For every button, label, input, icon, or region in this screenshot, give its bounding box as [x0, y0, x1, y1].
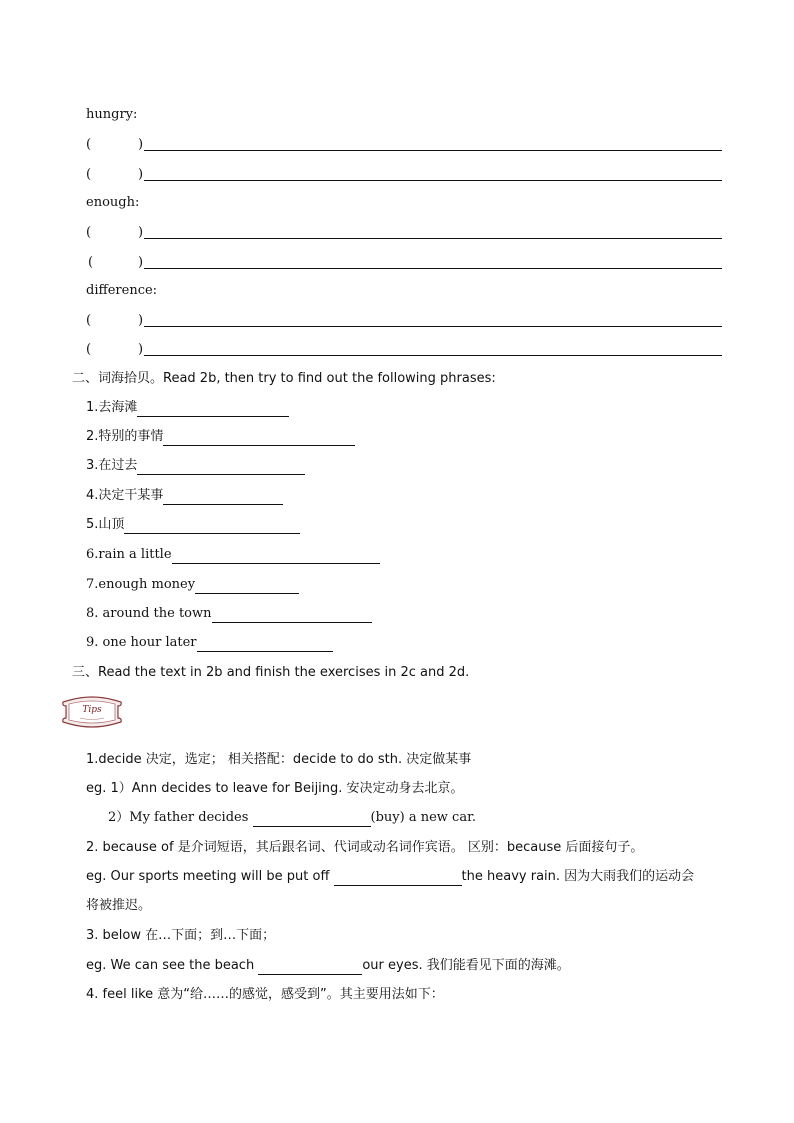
answer-line[interactable] — [144, 238, 722, 239]
section2-heading: 二、词海拾贝。Read 2b, then try to find out the following phrases: — [72, 371, 496, 386]
phrase-item — [86, 576, 299, 594]
phrase-item — [86, 516, 300, 534]
paren-open: ( — [86, 313, 92, 328]
answer-blank[interactable] — [212, 608, 372, 623]
answer-line[interactable] — [144, 355, 722, 356]
phrase-item — [86, 634, 333, 652]
phrase-item — [86, 457, 305, 475]
example-text: our eyes. 我们能看见下面的海滩。 — [362, 958, 570, 973]
example-text: (buy) a new car. — [370, 810, 477, 825]
answer-row — [86, 313, 722, 331]
answer-blank[interactable] — [197, 637, 333, 652]
phrase-label: 3.在过去 — [86, 458, 138, 473]
answer-line[interactable] — [144, 150, 722, 151]
example-text: eg. We can see the beach — [86, 958, 259, 973]
paren-open: ( — [86, 225, 92, 240]
phrase-label: 2.特别的事情 — [86, 429, 164, 444]
answer-blank[interactable] — [258, 960, 362, 975]
paren-close: ) — [138, 255, 144, 270]
answer-row — [86, 167, 722, 185]
example-text: 2）My father decides — [108, 810, 253, 825]
answer-row — [86, 342, 722, 360]
paren-open: ( — [86, 167, 92, 182]
answer-row — [86, 137, 722, 155]
phrase-label: 4.决定干某事 — [86, 488, 164, 503]
phrase-item — [86, 605, 372, 623]
paren-open: ( — [86, 342, 92, 357]
answer-blank[interactable] — [163, 490, 283, 505]
tip-1-example-2 — [108, 809, 476, 827]
answer-row — [86, 225, 722, 243]
word-label-enough: enough: — [86, 195, 140, 210]
paren-close: ) — [138, 342, 144, 357]
tip-4-title: 4. feel like 意为“给……的感觉，感受到”。其主要用法如下： — [86, 987, 444, 1002]
phrase-item — [86, 428, 355, 446]
paren-close: ) — [138, 225, 144, 240]
tip-3-title: 3. below 在…下面；到…下面； — [86, 928, 276, 943]
phrase-item — [86, 546, 380, 564]
word-label-difference: difference: — [86, 283, 158, 298]
answer-blank[interactable] — [137, 402, 289, 417]
tips-badge — [60, 696, 124, 728]
tip-2-example — [86, 868, 694, 886]
paren-close: ) — [138, 167, 144, 182]
phrase-label: 5.山顶 — [86, 517, 125, 532]
answer-row — [86, 255, 722, 273]
tip-3-example — [86, 957, 570, 975]
answer-blank[interactable] — [163, 431, 355, 446]
paren-close: ) — [138, 137, 144, 152]
example-text: the heavy rain. 因为大雨我们的运动会 — [461, 869, 695, 884]
answer-blank[interactable] — [124, 519, 300, 534]
tips-label: Tips — [82, 705, 102, 715]
section3-heading: 三、Read the text in 2b and finish the exercises in 2c and 2d. — [72, 665, 470, 680]
answer-blank[interactable] — [334, 871, 462, 886]
answer-blank[interactable] — [253, 812, 371, 827]
answer-line[interactable] — [144, 268, 722, 269]
phrase-item — [86, 487, 283, 505]
word-label-hungry: hungry: — [86, 107, 138, 122]
tip-2-title: 2. because of 是介词短语，其后跟名词、代词或动名词作宾语。 区别：because 后面接句子。 — [86, 840, 644, 855]
phrase-label: 7.enough money — [86, 577, 196, 592]
answer-blank[interactable] — [172, 549, 380, 564]
answer-line[interactable] — [144, 180, 722, 181]
paren-open: ( — [86, 137, 92, 152]
tip-1-title: 1.decide 决定，选定； 相关搭配：decide to do sth. 决定做某事 — [86, 752, 472, 767]
paren-close: ) — [138, 313, 144, 328]
example-text: eg. Our sports meeting will be put off — [86, 869, 334, 884]
answer-blank[interactable] — [195, 579, 299, 594]
tip-2-example-continued: 将被推迟。 — [86, 898, 152, 913]
phrase-label: 8. around the town — [86, 606, 212, 621]
phrase-label: 6.rain a little — [86, 547, 172, 562]
phrase-label: 9. one hour later — [86, 635, 197, 650]
paren-open: ( — [88, 255, 94, 270]
tip-1-example-1: eg. 1）Ann decides to leave for Beijing. 安决定动身去北京。 — [86, 781, 464, 796]
phrase-item — [86, 399, 289, 417]
phrase-label: 1.去海滩 — [86, 400, 138, 415]
answer-blank[interactable] — [137, 460, 305, 475]
answer-line[interactable] — [144, 326, 722, 327]
